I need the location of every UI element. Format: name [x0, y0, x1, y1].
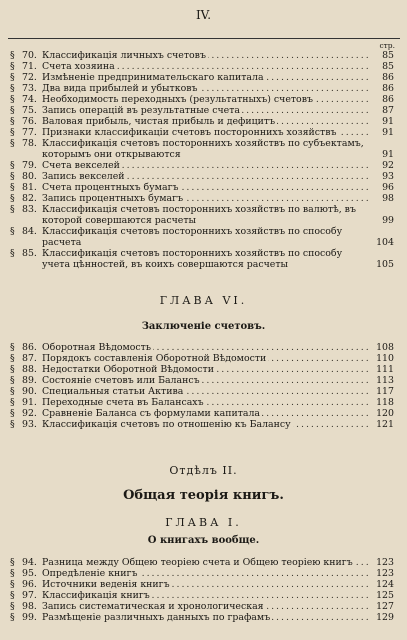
entry-page: 104 — [376, 237, 394, 248]
entry-page: 117 — [376, 386, 394, 397]
entry-title: Измѣненіе предпринимательскаго капитала — [42, 72, 264, 83]
toc-entry — [10, 171, 394, 182]
toc-entry — [10, 386, 394, 397]
entry-title: Порядокъ составленія Оборотной Вѣдомости — [42, 353, 267, 364]
entry-number: 79. — [22, 160, 37, 171]
entry-title: Признаки классификаціи счетовъ постороннихъ хозяйствъ — [42, 127, 337, 138]
section-sign: § — [10, 419, 15, 430]
entry-number: 72. — [22, 72, 37, 83]
entry-title: Опредѣленіе книгъ — [42, 568, 138, 579]
toc-entry — [10, 204, 394, 226]
section-sign: § — [10, 83, 15, 94]
entry-title: Классификація счетовъ постороннихъ хозяйствъ по субъектамъ, которымъ они открываются — [42, 138, 364, 160]
entry-number: 84. — [22, 226, 37, 237]
entry-title: Запись систематическая и хронологическая — [42, 601, 264, 612]
entry-page: 105 — [376, 259, 394, 270]
entry-number: 93. — [22, 419, 37, 430]
entry-page: 110 — [376, 353, 394, 364]
entry-title: Классификація личныхъ счетовъ — [42, 50, 206, 61]
section-sign: § — [10, 612, 15, 623]
toc-entry — [10, 94, 394, 105]
section-sign: § — [10, 590, 15, 601]
entry-number: 94. — [22, 557, 37, 568]
entry-number: 90. — [22, 386, 37, 397]
entry-title: Специальныя статьи Актива — [42, 386, 184, 397]
entry-number: 97. — [22, 590, 37, 601]
section-sign: § — [10, 50, 15, 61]
entry-number: 86. — [22, 342, 37, 353]
entry-page: 121 — [376, 419, 394, 430]
entry-page: 91 — [382, 127, 394, 138]
entry-title: Недостатки Оборотной Вѣдомости — [42, 364, 214, 375]
entry-title: Переходные счета въ Балансахъ — [42, 397, 204, 408]
entry-number: 74. — [22, 94, 37, 105]
entry-page: 87 — [382, 105, 394, 116]
toc-entry — [10, 193, 394, 204]
entry-number: 77. — [22, 127, 37, 138]
toc-entry — [10, 72, 394, 83]
entry-title: Классификація счетовъ постороннихъ хозяйствъ по способу расчета — [42, 226, 343, 248]
entry-number: 75. — [22, 105, 37, 116]
entry-page: 127 — [376, 601, 394, 612]
chapter-title-2: О книгахъ вообще. — [147, 535, 260, 546]
entry-page: 91 — [382, 116, 394, 127]
section-sign: § — [10, 127, 15, 138]
toc-entry — [10, 83, 394, 94]
entry-title: Состояніе счетовъ или Балансъ — [42, 375, 200, 386]
section-sign: § — [10, 182, 15, 193]
entry-page: 85 — [382, 61, 394, 72]
section-sign: § — [10, 386, 15, 397]
entry-title: Два вида прибылей и убытковъ — [42, 83, 198, 94]
entry-page: 98 — [382, 193, 394, 204]
toc-entry — [10, 61, 394, 72]
entry-title: Счета векселей — [42, 160, 120, 171]
section-sign: § — [10, 408, 15, 419]
toc-entry — [10, 568, 394, 579]
toc-entry — [10, 601, 394, 612]
entry-title: Источники веденія книгъ — [42, 579, 170, 590]
section-sign: § — [10, 94, 15, 105]
entry-number: 80. — [22, 171, 37, 182]
entry-title: Классификація счетовъ по отношенію къ Балансу — [42, 419, 291, 430]
entry-number: 76. — [22, 116, 37, 127]
section-sign: § — [10, 138, 15, 149]
entry-title: Счета хозяина — [42, 61, 115, 72]
toc-entry — [10, 590, 394, 601]
entry-title: Запись векселей — [42, 171, 125, 182]
entry-number: 96. — [22, 579, 37, 590]
entry-page: 123 — [376, 557, 394, 568]
section-sign: § — [10, 248, 15, 259]
entry-number: 82. — [22, 193, 37, 204]
toc-entry — [10, 127, 394, 138]
entry-title: Запись операцій въ результатные счета — [42, 105, 240, 116]
section-sign: § — [10, 160, 15, 171]
section-sign: § — [10, 364, 15, 375]
entry-page: 118 — [376, 397, 394, 408]
toc-entry — [10, 408, 394, 419]
entry-page: 96 — [382, 182, 394, 193]
toc-entry — [10, 397, 394, 408]
entry-title: Валовая прибыль, чистая прибыль и дефицитъ — [42, 116, 276, 127]
toc-block-2 — [10, 342, 394, 430]
section-sign: § — [10, 557, 15, 568]
section-sign: § — [10, 568, 15, 579]
toc-entry — [10, 419, 394, 430]
toc-entry — [10, 375, 394, 386]
entry-page: 113 — [376, 375, 394, 386]
section-sign: § — [10, 226, 15, 237]
section-sign: § — [10, 193, 15, 204]
entry-number: 98. — [22, 601, 37, 612]
toc-block-1 — [10, 50, 394, 270]
section-sign: § — [10, 375, 15, 386]
section-sign: § — [10, 579, 15, 590]
entry-page: 91 — [382, 149, 394, 160]
entry-number: 71. — [22, 61, 37, 72]
toc-entry — [10, 50, 394, 61]
toc-entry — [10, 612, 394, 623]
toc-entry — [10, 248, 394, 270]
toc-entry — [10, 364, 394, 375]
entry-number: 85. — [22, 248, 37, 259]
toc-block-3 — [10, 557, 394, 623]
toc-entry — [10, 182, 394, 193]
entry-number: 92. — [22, 408, 37, 419]
entry-title: Классификація счетовъ постороннихъ хозяйствъ по способу учета цѣнностей, въ коихъ совершаются расчеты — [42, 248, 343, 270]
entry-page: 85 — [382, 50, 394, 61]
entry-page: 111 — [376, 364, 394, 375]
section-sign: § — [10, 353, 15, 364]
section-sign: § — [10, 171, 15, 182]
chapter-heading-2: ГЛАВА I. — [165, 516, 242, 529]
section-sign: § — [10, 105, 15, 116]
toc-entry — [10, 579, 394, 590]
entry-title: Размѣщеніе различныхъ данныхъ по графамъ — [42, 612, 271, 623]
entry-number: 88. — [22, 364, 37, 375]
part-heading: Отдѣлъ II. — [169, 464, 238, 477]
entry-page: 123 — [376, 568, 394, 579]
toc-entry — [10, 353, 394, 364]
section-sign: § — [10, 72, 15, 83]
entry-number: 78. — [22, 138, 37, 149]
entry-title: Счета процентныхъ бумагъ — [42, 182, 179, 193]
entry-page: 92 — [382, 160, 394, 171]
toc-entry — [10, 557, 394, 568]
entry-title: Разница между Общею теоріею счета и Общею теоріею книгъ — [42, 557, 353, 568]
entry-title: Классификація книгъ — [42, 590, 150, 601]
entry-page: 125 — [376, 590, 394, 601]
entry-number: 83. — [22, 204, 37, 215]
entry-page: 93 — [382, 171, 394, 182]
entry-title: Оборотная Вѣдомость — [42, 342, 151, 353]
entry-number: 73. — [22, 83, 37, 94]
page-column-label: стр. — [379, 41, 395, 50]
entry-page: 86 — [382, 72, 394, 83]
entry-page: 86 — [382, 94, 394, 105]
entry-number: 81. — [22, 182, 37, 193]
entry-title: Необходимость переходныхъ (результатныхъ) счетовъ — [42, 94, 313, 105]
part-title: Общая теорія книгъ. — [123, 488, 284, 503]
entry-page: 108 — [376, 342, 394, 353]
top-rule — [8, 38, 400, 39]
section-sign: § — [10, 342, 15, 353]
toc-entry — [10, 160, 394, 171]
page-number: IV. — [195, 8, 212, 22]
toc-entry — [10, 342, 394, 353]
section-sign: § — [10, 204, 15, 215]
entry-number: 95. — [22, 568, 37, 579]
entry-number: 89. — [22, 375, 37, 386]
entry-number: 91. — [22, 397, 37, 408]
section-sign: § — [10, 397, 15, 408]
entry-number: 87. — [22, 353, 37, 364]
entry-page: 86 — [382, 83, 394, 94]
entry-title: Сравненіе Баланса съ формулами капитала — [42, 408, 261, 419]
toc-entry — [10, 116, 394, 127]
entry-page: 99 — [382, 215, 394, 226]
section-sign: § — [10, 61, 15, 72]
entry-number: 70. — [22, 50, 37, 61]
entry-page: 129 — [376, 612, 394, 623]
chapter-heading: ГЛАВА VI. — [159, 294, 248, 307]
section-sign: § — [10, 116, 15, 127]
section-sign: § — [10, 601, 15, 612]
entry-title: Запись процентныхъ бумагъ — [42, 193, 184, 204]
toc-entry — [10, 226, 394, 248]
toc-entry — [10, 138, 394, 160]
entry-number: 99. — [22, 612, 37, 623]
entry-page: 120 — [376, 408, 394, 419]
entry-title: Классификація счетовъ постороннихъ хозяйствъ по валютѣ, въ которой совершаются расчеты — [42, 204, 356, 226]
toc-entry — [10, 105, 394, 116]
chapter-title: Заключеніе счетовъ. — [141, 321, 266, 332]
entry-page: 124 — [376, 579, 394, 590]
